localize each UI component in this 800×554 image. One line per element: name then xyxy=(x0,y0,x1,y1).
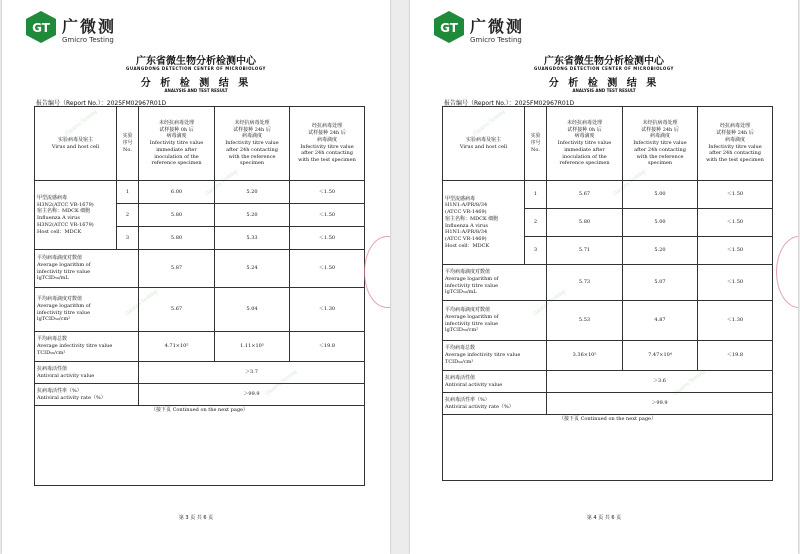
activity-value: ＞3.7 xyxy=(139,362,365,384)
table-cell: ＜1.50 xyxy=(290,181,365,204)
header-test-24h: 经抗病毒处理 试样接种 24h 后 病毒滴度 Infectivity titre value after 24h contacting with the test specimen xyxy=(290,107,365,181)
table-cell: 5.67 xyxy=(547,181,623,209)
center-name-en: GUANGDONG DETECTION CENTER OF MICROBIOLOGY xyxy=(126,66,266,71)
table-cell: 4.87 xyxy=(623,301,698,341)
result-title-cn: 分 析 检 测 结 果 xyxy=(548,78,660,89)
brand-name-en: Gmicro Testing xyxy=(62,36,114,44)
table-cell: 5.07 xyxy=(623,265,698,301)
brand-name-cn: 广微测 xyxy=(470,17,525,36)
center-name-cn: 广东省微生物分析检测中心 xyxy=(544,56,664,67)
table-cell: ＜1.50 xyxy=(698,237,773,265)
table-cell: 5.67 xyxy=(139,288,215,332)
table-cell: ＜1.50 xyxy=(290,204,365,227)
table-cell: 5.71 xyxy=(547,237,623,265)
result-title-en: ANALYSIS AND TEST RESULT xyxy=(572,88,636,93)
table-cell: 3 xyxy=(117,227,139,250)
activity-rate: ＞99.9 xyxy=(547,393,773,415)
table-cell: 5.00 xyxy=(623,181,698,209)
header-ref-0h: 未经抗病毒处理 试样接种 0h 后 病毒滴度 Infectivity titre value immediate after inoculation of the reference specimen xyxy=(547,107,623,181)
header-test-24h: 经抗病毒处理 试样接种 24h 后 病毒滴度 Infectivity titre value after 24h contacting with the test specimen xyxy=(698,107,773,181)
table-cell: 4.71×10⁵ xyxy=(139,332,215,362)
avg-log-ml-label: 平均病毒滴度对数值 Average logarithm of infectivity titre value lgTCID₅₀/mL xyxy=(35,250,139,288)
header-virus: 实验病毒及宿主 Virus and host cell xyxy=(443,107,525,181)
svg-text:GT: GT xyxy=(32,21,50,35)
table-cell: ＜19.8 xyxy=(698,341,773,371)
table-cell: 5.33 xyxy=(215,227,290,250)
continued-note: （接下页 Continued on the next page） xyxy=(443,415,773,481)
table-cell: 5.20 xyxy=(215,181,290,204)
continued-note: （接下页 Continued on the next page） xyxy=(35,406,365,486)
table-cell: 1.11×10⁵ xyxy=(215,332,290,362)
result-table xyxy=(34,106,365,486)
header-ref-24h: 未经抗病毒处理 试样接种 24h 后 病毒滴度 Infectivity titre value after 24h contacting with the reference specimen xyxy=(623,107,698,181)
activity-rate-label: 抗病毒活性率（%） Antiviral activity rate（%） xyxy=(443,393,547,415)
header-ref-0h: 未经抗病毒处理 试样接种 0h 后 病毒滴度 Infectivity titre value immediate after inoculation of the reference specimen xyxy=(139,107,215,181)
table-cell: ＜1.30 xyxy=(290,288,365,332)
table-cell: 5.20 xyxy=(215,204,290,227)
table-cell: 3.36×10⁵ xyxy=(547,341,623,371)
result-table xyxy=(442,106,773,481)
table-cell: 3 xyxy=(525,237,547,265)
activity-value-label: 抗病毒活性值 Antiviral activity value xyxy=(35,362,139,384)
table-cell: 2 xyxy=(117,204,139,227)
gt-logo-icon xyxy=(432,10,466,44)
gt-logo-icon xyxy=(24,10,58,44)
red-seal-stamp xyxy=(364,236,390,308)
table-cell: 5.73 xyxy=(547,265,623,301)
table-cell: 6.00 xyxy=(139,181,215,204)
header-test-no: 实验 序号 No. xyxy=(117,107,139,181)
virus-host-cell: 甲型流感病毒 H1N1:A/PR/8/34 (ATCC VR-1469) 宿主名称：MDCK 细胞 Influenza A virus H1N1:A/PR/8/34 (ATCC VR-1469) Host cell：MDCK xyxy=(443,181,525,265)
activity-value: ＞3.6 xyxy=(547,371,773,393)
report-page-3: Gmicro Testing Gmicro Testing Gmicro Testing Gmicro Testing GT 广微测 Gmicro Testing 广东省微生物分析检测中心 GUANGDONG DETECTION CENTER OF MICROBIOLOGY 分 析 检 测 结 果 ANALYSIS AND TEST RESULT 报告编号（Report No.）：2025FM02967R01D 实验病毒及宿主 Virus and host cell 实验 序号 No. 未经抗病毒处理 试样接种 0h 后 病毒滴度 Infectivity titre value immediate after inoculation of the reference specimen 未经抗病毒处理 试样接种 24h 后 病毒滴度 Infectivity titre value after 24h contacting with the reference specimen 经抗病毒处理 试样接种 24h 后 病毒滴度 Infectivity titre value after 24h contacting with the test specimen 甲型流感病毒 H3N2(ATCC VR-1679) 宿主名称：MDCK 细胞 Influenza A virus H3N2(ATCC VR-1679) Host cell：MDCK 1 6.00 5.20 ＜1.50 2 5.80 5.20 ＜1.50 3 5.80 5.33 ＜1.50 平均病毒滴度对数值 Average logarithm of infectivity titre value lgTCID₅₀/mL 5.87 5.24 ＜1.50 平均病毒滴度对数值 Average logarithm of infectivity titre value lgTCID₅₀/cm² 5.67 5.04 ＜1.30 平均病毒总数 Average infectivity titre value TCID₅₀/cm² 4.71×10⁵ 1.11×10⁵ ＜19.8 抗病毒活性值 Antiviral activity value ＞3.7 抗病毒活性率（%） Antiviral activity rate（%） ＞99.9 （接下页 Continued on the next page） 第 3 页 共 6 页 xyxy=(2,0,390,554)
table-cell: ＜1.50 xyxy=(698,265,773,301)
header-test-no: 实验 序号 No. xyxy=(525,107,547,181)
result-title-en: ANALYSIS AND TEST RESULT xyxy=(164,88,228,93)
avg-log-ml-label: 平均病毒滴度对数值 Average logarithm of infectivity titre value lgTCID₅₀/mL xyxy=(443,265,547,301)
avg-log-cm-label: 平均病毒滴度对数值 Average logarithm of infectivity titre value lgTCID₅₀/cm² xyxy=(35,288,139,332)
result-title-cn: 分 析 检 测 结 果 xyxy=(140,78,252,89)
brand-name-en: Gmicro Testing xyxy=(470,36,522,44)
svg-text:GT: GT xyxy=(440,21,458,35)
table-cell: 1 xyxy=(117,181,139,204)
report-number: 报告编号（Report No.）：2025FM02967R01D xyxy=(36,100,167,107)
table-cell: 7.47×10⁴ xyxy=(623,341,698,371)
table-cell: ＜1.50 xyxy=(698,181,773,209)
table-cell: 5.00 xyxy=(623,209,698,237)
table-cell: ＜19.8 xyxy=(290,332,365,362)
table-cell: ＜1.50 xyxy=(698,209,773,237)
report-page-4: Gmicro Testing Gmicro Testing Gmicro Testing Gmicro Testing GT 广微测 Gmicro Testing 广东省微生物分析检测中心 GUANGDONG DETECTION CENTER OF MICROBIOLOGY 分 析 检 测 结 果 ANALYSIS AND TEST RESULT 报告编号（Report No.）：2025FM02967R01D 实验病毒及宿主 Virus and host cell 实验 序号 No. 未经抗病毒处理 试样接种 0h 后 病毒滴度 Infectivity titre value immediate after inoculation of the reference specimen 未经抗病毒处理 试样接种 24h 后 病毒滴度 Infectivity titre value after 24h contacting with the reference specimen 经抗病毒处理 试样接种 24h 后 病毒滴度 Infectivity titre value after 24h contacting with the test specimen 甲型流感病毒 H1N1:A/PR/8/34 (ATCC VR-1469) 宿主名称：MDCK 细胞 Influenza A virus H1N1:A/PR/8/34 (ATCC VR-1469) Host cell：MDCK 1 5.67 5.00 ＜1.50 2 5.80 5.00 ＜1.50 3 5.71 5.20 ＜1.50 平均病毒滴度对数值 Average logarithm of infectivity titre value lgTCID₅₀/mL 5.73 5.07 ＜1.50 平均病毒滴度对数值 Average logarithm of infectivity titre value lgTCID₅₀/cm² 5.53 4.87 ＜1.30 平均病毒总数 Average infectivity titre value TCID₅₀/cm² 3.36×10⁵ 7.47×10⁴ ＜19.8 抗病毒活性值 Antiviral activity value ＞3.6 抗病毒活性率（%） Antiviral activity rate（%） ＞99.9 （接下页 Continued on the next page） 第 4 页 共 6 页 xyxy=(410,0,798,554)
table-cell: 5.20 xyxy=(623,237,698,265)
table-cell: 5.53 xyxy=(547,301,623,341)
center-name-cn: 广东省微生物分析检测中心 xyxy=(136,56,256,67)
activity-rate-label: 抗病毒活性率（%） Antiviral activity rate（%） xyxy=(35,384,139,406)
report-number: 报告编号（Report No.）：2025FM02967R01D xyxy=(444,100,575,107)
avg-total-label: 平均病毒总数 Average infectivity titre value TCID₅₀/cm² xyxy=(443,341,547,371)
brand-name-cn: 广微测 xyxy=(62,17,117,36)
page-footer: 第 3 页 共 6 页 xyxy=(178,515,214,521)
activity-value-label: 抗病毒活性值 Antiviral activity value xyxy=(443,371,547,393)
table-cell: ＜1.50 xyxy=(290,250,365,288)
table-cell: ＜1.30 xyxy=(698,301,773,341)
table-cell: 1 xyxy=(525,181,547,209)
table-cell: 5.24 xyxy=(215,250,290,288)
page-footer: 第 4 页 共 6 页 xyxy=(586,515,622,521)
table-cell: 5.80 xyxy=(139,227,215,250)
header-ref-24h: 未经抗病毒处理 试样接种 24h 后 病毒滴度 Infectivity titre value after 24h contacting with the reference specimen xyxy=(215,107,290,181)
table-cell: 5.04 xyxy=(215,288,290,332)
activity-rate: ＞99.9 xyxy=(139,384,365,406)
virus-host-cell: 甲型流感病毒 H3N2(ATCC VR-1679) 宿主名称：MDCK 细胞 Influenza A virus H3N2(ATCC VR-1679) Host cell：MDCK xyxy=(35,181,117,250)
avg-log-cm-label: 平均病毒滴度对数值 Average logarithm of infectivity titre value lgTCID₅₀/cm² xyxy=(443,301,547,341)
table-cell: 5.80 xyxy=(139,204,215,227)
header-virus: 实验病毒及宿主 Virus and host cell xyxy=(35,107,117,181)
center-name-en: GUANGDONG DETECTION CENTER OF MICROBIOLOGY xyxy=(534,66,674,71)
table-cell: 5.80 xyxy=(547,209,623,237)
table-cell: ＜1.50 xyxy=(290,227,365,250)
table-cell: 2 xyxy=(525,209,547,237)
avg-total-label: 平均病毒总数 Average infectivity titre value TCID₅₀/cm² xyxy=(35,332,139,362)
table-cell: 5.87 xyxy=(139,250,215,288)
red-seal-stamp xyxy=(776,236,798,308)
